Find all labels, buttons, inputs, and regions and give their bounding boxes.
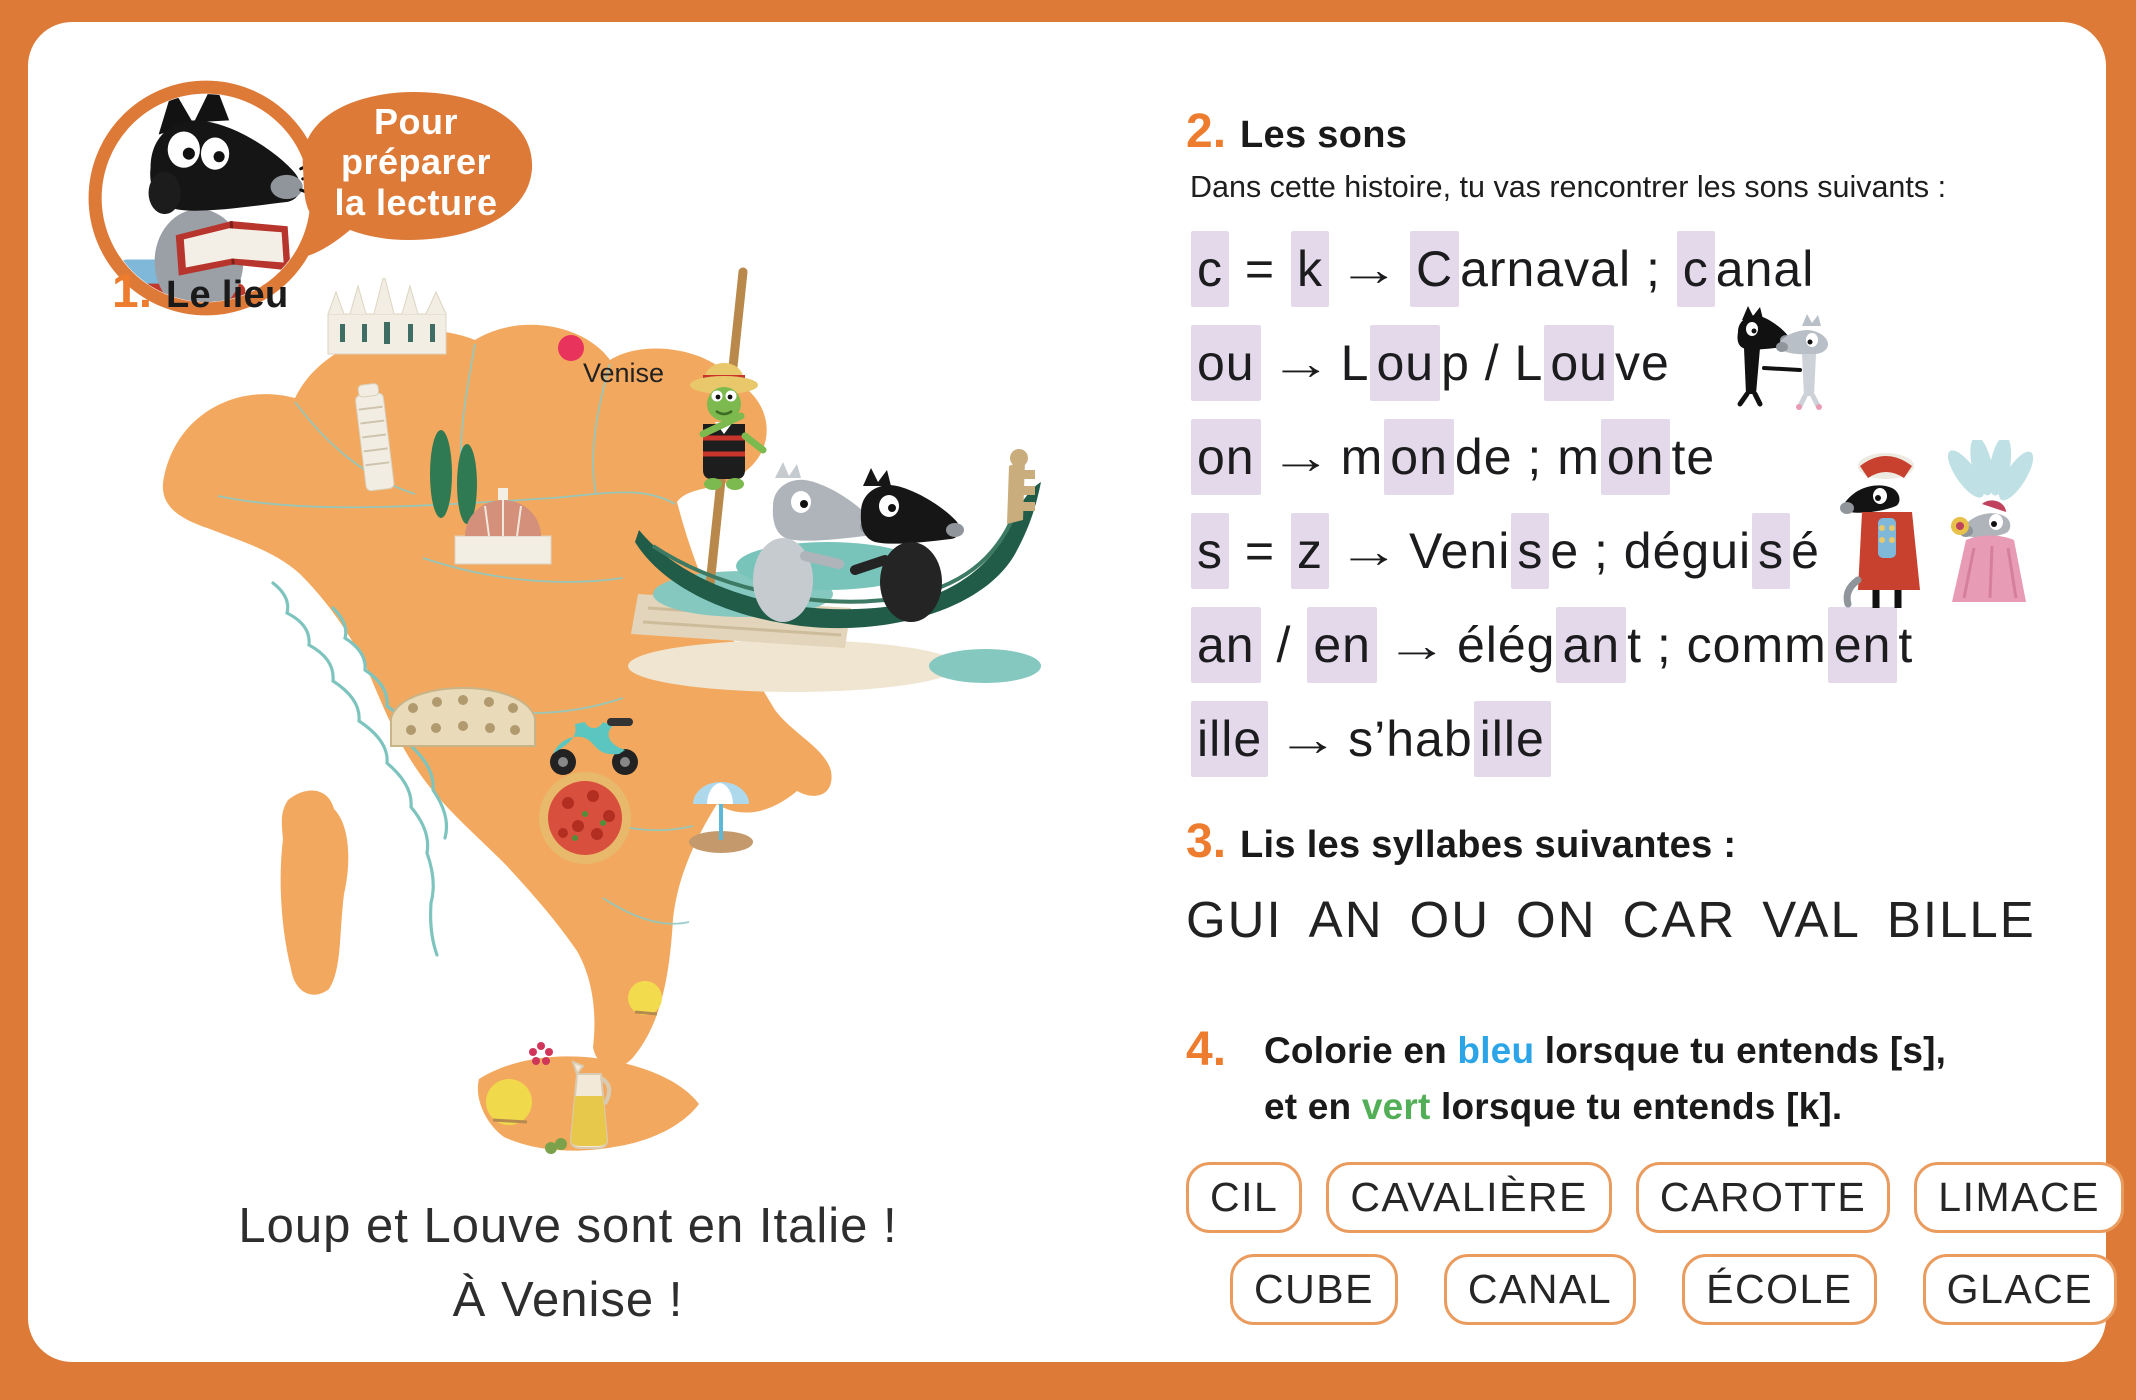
highlighted-grapheme: en xyxy=(1828,607,1898,683)
highlighted-grapheme: ou xyxy=(1191,325,1261,401)
arrow-icon: → xyxy=(1276,713,1341,765)
milan-duomo xyxy=(328,278,446,354)
lemon-sicily xyxy=(486,1079,532,1125)
section4-number: 4. xyxy=(1186,1023,1227,1076)
highlighted-grapheme: on xyxy=(1384,419,1454,495)
word-chip[interactable]: CAVALIÈRE xyxy=(1326,1162,1612,1233)
word-chip[interactable]: LIMACE xyxy=(1914,1162,2124,1233)
section3-title: Lis les syllabes suivantes : xyxy=(1240,824,1737,866)
highlighted-grapheme: ou xyxy=(1544,325,1614,401)
lemon-calabria xyxy=(628,981,662,1015)
frog-gondolier xyxy=(690,363,763,490)
arrow-icon: → xyxy=(1337,525,1402,577)
word-chip[interactable]: CIL xyxy=(1186,1162,1302,1233)
arrow-icon: → xyxy=(1269,337,1333,389)
speech-bubble xyxy=(276,80,544,266)
loup-pirate xyxy=(1840,453,1920,608)
highlighted-grapheme: an xyxy=(1191,607,1261,683)
sound-row: ille → s’hab ille xyxy=(1190,692,2136,786)
highlighted-grapheme: ille xyxy=(1474,701,1551,777)
syllable: ON xyxy=(1516,891,1597,948)
section1-title: Le lieu xyxy=(166,274,289,316)
color-word-green: vert xyxy=(1361,1086,1431,1127)
highlighted-grapheme: c xyxy=(1677,231,1715,307)
bubble-line: Pour xyxy=(373,101,458,142)
sardinia xyxy=(281,790,349,994)
highlighted-grapheme: s xyxy=(1191,513,1229,589)
section3-number: 3. xyxy=(1186,815,1227,868)
syllable: AN xyxy=(1308,891,1384,948)
arrow-icon: → xyxy=(1337,243,1402,295)
venise-label: Venise xyxy=(583,358,665,388)
syllable: VAL xyxy=(1762,891,1861,948)
syllable: OU xyxy=(1409,891,1491,948)
sound-row: s = z → Veni s e ; dégui s é xyxy=(1190,504,2136,598)
caption-line-2: À Venise ! xyxy=(452,1272,684,1327)
section3-heading xyxy=(1186,814,1736,869)
section1-number: 1. xyxy=(112,265,153,318)
bubble-line: préparer xyxy=(340,141,492,183)
mini-louve xyxy=(1776,314,1828,410)
section2-subtitle: Dans cette histoire, tu vas rencontrer les sons suivants : xyxy=(1190,170,1947,204)
syllable: CAR xyxy=(1622,891,1737,948)
section2-heading xyxy=(1186,104,1407,159)
color-word-blue: bleu xyxy=(1457,1030,1535,1071)
pizza xyxy=(539,772,631,864)
highlighted-grapheme: C xyxy=(1410,231,1459,307)
caption-line-1: Loup et Louve sont en Italie ! xyxy=(238,1199,898,1253)
highlighted-grapheme: on xyxy=(1601,419,1671,495)
highlighted-grapheme: on xyxy=(1191,419,1261,495)
arrow-icon: → xyxy=(1269,431,1333,483)
sound-row: on → m on de ; m on te xyxy=(1190,410,2136,504)
highlighted-grapheme: k xyxy=(1291,231,1329,307)
word-chip[interactable]: ÉCOLE xyxy=(1682,1254,1877,1325)
word-chips-row1 xyxy=(1186,1162,2124,1233)
word-chip[interactable]: CANAL xyxy=(1444,1254,1636,1325)
map-caption xyxy=(118,1190,1018,1337)
sound-row: ou → L ou p / L ou ve xyxy=(1190,316,2136,410)
section4-heading xyxy=(1186,1022,1240,1077)
section2-title: Les sons xyxy=(1240,114,1408,156)
syllables-line xyxy=(1186,890,2036,949)
highlighted-grapheme: s xyxy=(1752,513,1790,589)
word-chip[interactable]: CUBE xyxy=(1230,1254,1398,1325)
wolves-costumed-icon xyxy=(1824,440,2038,624)
highlighted-grapheme: c xyxy=(1191,231,1229,307)
highlighted-grapheme: z xyxy=(1291,513,1329,589)
highlighted-grapheme: an xyxy=(1556,607,1626,683)
wolves-walking-icon xyxy=(1716,298,1840,414)
bubble-line: la lecture xyxy=(334,181,498,223)
sound-row: an / en → élég an t ; comm en t xyxy=(1190,598,2136,692)
section2-number: 2. xyxy=(1186,105,1227,158)
syllable: BILLE xyxy=(1886,891,2036,948)
highlighted-grapheme: ille xyxy=(1191,701,1268,777)
louve-costume xyxy=(1942,440,2038,602)
sound-row: c = k → C arnaval ; c anal xyxy=(1190,222,2136,316)
colosseum xyxy=(391,688,535,746)
venise-marker xyxy=(558,335,584,361)
section4-instruction-line1: Colorie en bleu lorsque tu entends [s], xyxy=(1264,1030,1947,1071)
mini-loup xyxy=(1738,306,1792,404)
word-chip[interactable]: GLACE xyxy=(1923,1254,2118,1325)
gondola-scene xyxy=(623,264,1047,696)
syllable: GUI xyxy=(1186,891,1283,948)
arrow-icon: → xyxy=(1385,619,1450,671)
word-chips-row2 xyxy=(1230,1254,2117,1325)
section4-instruction-line2: et en vert lorsque tu entends [k]. xyxy=(1264,1086,1843,1127)
word-chip[interactable]: CAROTTE xyxy=(1636,1162,1890,1233)
highlighted-grapheme: en xyxy=(1307,607,1377,683)
page-content xyxy=(28,22,2106,1362)
highlighted-grapheme: ou xyxy=(1370,325,1440,401)
highlighted-grapheme: s xyxy=(1511,513,1549,589)
